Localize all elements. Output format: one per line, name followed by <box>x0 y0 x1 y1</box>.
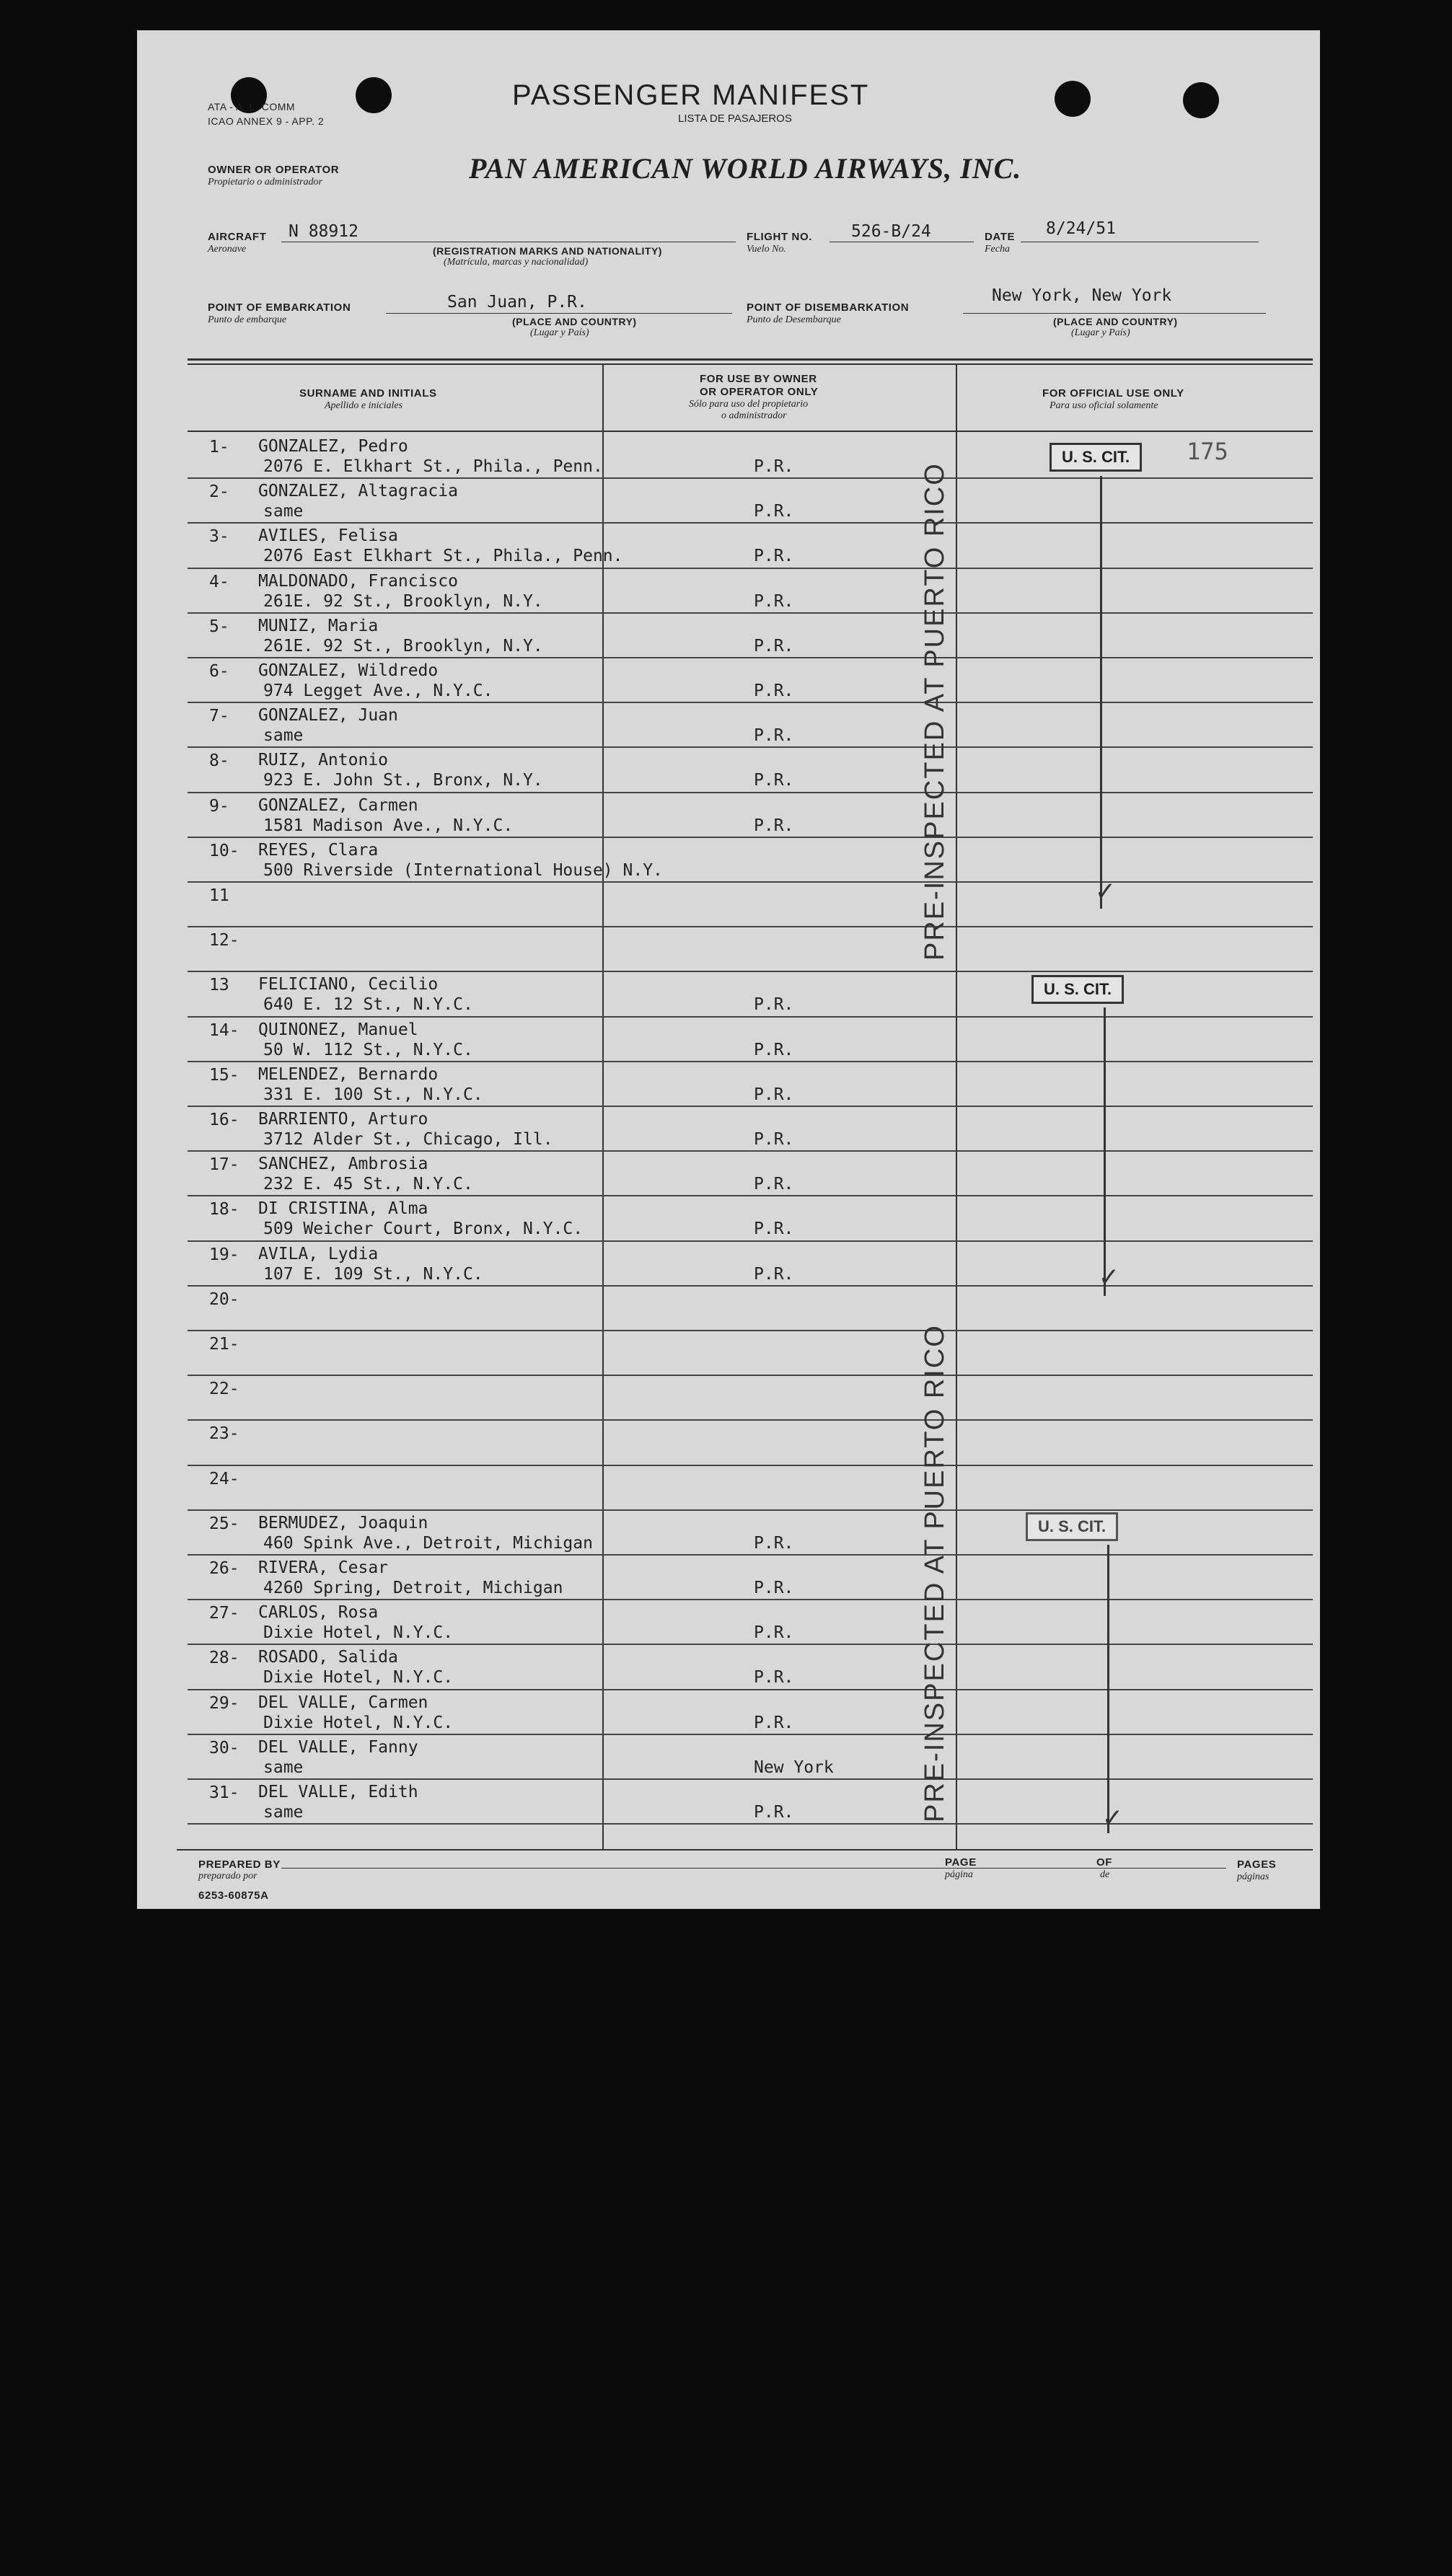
passenger-number: 26- <box>209 1559 239 1578</box>
owner-label: OWNER OR OPERATOR <box>208 164 340 176</box>
operator-code: P.R. <box>754 1175 794 1194</box>
passenger-number: 7- <box>209 707 229 726</box>
passenger-number: 20- <box>209 1289 239 1309</box>
row-divider <box>188 1150 1313 1152</box>
operator-code: P.R. <box>754 547 794 566</box>
passenger-name: GONZALEZ, Carmen <box>258 795 418 815</box>
passenger-number: 9- <box>209 796 229 816</box>
passenger-number: 21- <box>209 1335 239 1354</box>
row-divider <box>188 1554 1313 1556</box>
passenger-address: 2076 East Elkhart St., Phila., Penn. <box>263 547 623 566</box>
passenger-number: 19- <box>209 1245 239 1264</box>
passenger-number: 15- <box>209 1065 239 1085</box>
operator-code: P.R. <box>754 1040 794 1059</box>
passenger-number: 5- <box>209 617 229 636</box>
official-count: 175 <box>1187 438 1228 465</box>
passenger-name: GONZALEZ, Juan <box>258 706 398 725</box>
operator-code: P.R. <box>754 682 794 700</box>
embark-label-es: Punto de embarque <box>208 314 287 325</box>
aircraft-label-es: Aeronave <box>208 244 247 255</box>
punch-hole-icon <box>356 77 392 113</box>
passenger-name: MUNIZ, Maria <box>258 616 379 635</box>
passenger-name: MELENDEZ, Bernardo <box>258 1064 439 1084</box>
of-label-es: de <box>1100 1869 1110 1880</box>
operator-code: New York <box>754 1757 834 1777</box>
operator-code: P.R. <box>754 1623 794 1643</box>
flight-label-es: Vuelo No. <box>747 244 786 255</box>
owner-label-es: Propietario o administrador <box>208 177 322 188</box>
date-label: DATE <box>985 231 1016 243</box>
preinspected-stamp-lower: PRE-INSPECTED AT PUERTO RICO <box>920 1324 950 1822</box>
row-divider <box>188 1689 1313 1690</box>
row-divider <box>188 837 1313 838</box>
passenger-number: 10- <box>209 841 239 860</box>
row-divider <box>188 1778 1313 1780</box>
row-divider <box>188 702 1313 703</box>
passenger-number: 22- <box>209 1380 239 1399</box>
flight-label: FLIGHT NO. <box>747 231 812 243</box>
passenger-address: 640 E. 12 St., N.Y.C. <box>263 995 473 1015</box>
pages-label-es: páginas <box>1237 1871 1270 1882</box>
flight-value: 526-B/24 <box>851 222 931 241</box>
passenger-number: 17- <box>209 1155 239 1175</box>
passenger-address: 107 E. 109 St., N.Y.C. <box>263 1264 483 1284</box>
col-surname-es: Apellido e iniciales <box>325 400 403 411</box>
row-divider <box>188 1240 1313 1242</box>
passenger-name: DI CRISTINA, Alma <box>258 1199 428 1219</box>
disembark-place-note-es: (Lugar y País) <box>1071 327 1130 338</box>
operator-code: P.R. <box>754 1803 794 1822</box>
col-surname: SURNAME AND INITIALS <box>299 387 437 400</box>
row-divider <box>188 1734 1313 1735</box>
registration-note: (REGISTRATION MARKS AND NATIONALITY) <box>433 245 662 257</box>
row-divider <box>188 746 1313 748</box>
operator-code: P.R. <box>754 1579 794 1597</box>
disembark-place-note: (PLACE AND COUNTRY) <box>1053 316 1178 327</box>
passenger-name: AVILES, Felisa <box>258 526 398 546</box>
passenger-address: 261E. 92 St., Brooklyn, N.Y. <box>263 591 543 611</box>
passenger-number: 14- <box>209 1020 239 1040</box>
passenger-name: CARLOS, Rosa <box>258 1603 379 1623</box>
passenger-address: 923 E. John St., Bronx, N.Y. <box>263 771 543 790</box>
page-label: PAGE <box>945 1856 977 1869</box>
form-ref-1: ATA - A. L. COMM <box>208 101 296 113</box>
passenger-address: 3712 Alder St., Chicago, Ill. <box>263 1130 553 1149</box>
passenger-number: 1- <box>209 438 229 456</box>
row-divider <box>188 568 1313 569</box>
passenger-number: 2- <box>209 482 229 502</box>
passenger-address: same <box>263 502 304 521</box>
form-ref-2: ICAO ANNEX 9 - APP. 2 <box>208 115 325 127</box>
embark-value: San Juan, P.R. <box>447 293 587 312</box>
passenger-name: RUIZ, Antonio <box>258 751 389 770</box>
operator-code: P.R. <box>754 995 794 1015</box>
passenger-address: same <box>263 1803 304 1822</box>
row-divider <box>188 1330 1313 1331</box>
passenger-number: 6- <box>209 662 229 681</box>
pages-label: PAGES <box>1237 1858 1277 1871</box>
passenger-number: 18- <box>209 1200 239 1219</box>
passenger-address: 460 Spink Ave., Detroit, Michigan <box>263 1533 593 1553</box>
operator-code: P.R. <box>754 816 794 835</box>
operator-name: PAN AMERICAN WORLD AIRWAYS, INC. <box>469 152 1022 185</box>
us-citizen-stamp: U. S. CIT. <box>1026 1512 1118 1541</box>
passenger-number: 24- <box>209 1469 239 1488</box>
passenger-number: 25- <box>209 1514 239 1533</box>
passenger-name: BARRIENTO, Arturo <box>258 1110 428 1129</box>
passenger-number: 31- <box>209 1783 239 1802</box>
operator-code: P.R. <box>754 457 794 476</box>
passenger-number: 13 <box>209 976 229 995</box>
passenger-address: 509 Weicher Court, Bronx, N.Y.C. <box>263 1219 584 1239</box>
row-divider <box>188 1599 1313 1600</box>
operator-code: P.R. <box>754 1668 794 1688</box>
operator-code: P.R. <box>754 636 794 656</box>
disembark-label-es: Punto de Desembarque <box>747 314 841 325</box>
row-divider <box>188 1195 1313 1196</box>
passenger-name: MALDONADO, Francisco <box>258 571 458 591</box>
passenger-address: Dixie Hotel, N.Y.C. <box>263 1668 454 1688</box>
row-divider <box>188 1419 1313 1421</box>
page-subtitle: LISTA DE PASAJEROS <box>678 113 792 125</box>
row-divider <box>188 612 1313 614</box>
operator-code: P.R. <box>754 591 794 611</box>
us-citizen-stamp: U. S. CIT. <box>1050 443 1142 472</box>
operator-code: P.R. <box>754 726 794 746</box>
row-divider <box>188 1061 1313 1062</box>
passenger-name: RIVERA, Cesar <box>258 1558 389 1577</box>
prepared-by-label: PREPARED BY <box>198 1858 281 1871</box>
passenger-number: 3- <box>209 527 229 547</box>
form-number: 6253-60875A <box>198 1889 269 1902</box>
passenger-number: 30- <box>209 1738 239 1757</box>
prepared-by-label-es: preparado por <box>198 1871 258 1882</box>
row-divider <box>188 522 1313 524</box>
row-divider <box>188 1823 1313 1825</box>
passenger-name: GONZALEZ, Wildredo <box>258 661 439 680</box>
passenger-number: 4- <box>209 572 229 591</box>
row-divider <box>188 1016 1313 1018</box>
us-citizen-stamp: U. S. CIT. <box>1031 975 1124 1004</box>
passenger-name: GONZALEZ, Altagracia <box>258 482 458 501</box>
passenger-name: BERMUDEZ, Joaquin <box>258 1513 428 1532</box>
passenger-name: REYES, Clara <box>258 840 379 860</box>
passenger-address: 50 W. 112 St., N.Y.C. <box>263 1040 473 1059</box>
punch-hole-icon <box>1055 81 1091 117</box>
passenger-name: DEL VALLE, Carmen <box>258 1693 428 1712</box>
passenger-address: 1581 Madison Ave., N.Y.C. <box>263 816 514 835</box>
passenger-address: 331 E. 100 St., N.Y.C. <box>263 1085 483 1104</box>
passenger-number: 23- <box>209 1424 239 1444</box>
registration-note-es: (Matrícula, marcas y nacionalidad) <box>444 257 589 268</box>
passenger-name: AVILA, Lydia <box>258 1244 379 1263</box>
passenger-name: ROSADO, Salida <box>258 1648 398 1667</box>
passenger-name: QUINONEZ, Manuel <box>258 1020 418 1039</box>
checkmark-icon: ✓ <box>1104 1801 1122 1834</box>
operator-code: P.R. <box>754 1713 794 1732</box>
passenger-address: 261E. 92 St., Brooklyn, N.Y. <box>263 636 543 656</box>
col-owner-use-es-1: Sólo para uso del propietario <box>689 399 809 410</box>
passenger-name: GONZALEZ, Pedro <box>258 437 408 456</box>
row-divider <box>188 881 1313 883</box>
passenger-number: 8- <box>209 751 229 771</box>
passenger-number: 11 <box>209 886 229 905</box>
passenger-name: DEL VALLE, Fanny <box>258 1737 418 1757</box>
passenger-address: 500 Riverside (International House) N.Y. <box>263 860 663 880</box>
col-owner-use-1: FOR USE BY OWNER <box>700 373 817 385</box>
operator-code: P.R. <box>754 1130 794 1149</box>
passenger-number: 16- <box>209 1111 239 1129</box>
checkmark-icon: ✓ <box>1096 874 1114 907</box>
passenger-address: Dixie Hotel, N.Y.C. <box>263 1623 454 1643</box>
page-title: PASSENGER MANIFEST <box>512 79 870 111</box>
row-divider <box>188 1106 1313 1107</box>
col-official-use: FOR OFFICIAL USE ONLY <box>1042 387 1184 400</box>
punch-hole-icon <box>1183 82 1219 118</box>
passenger-name: SANCHEZ, Ambrosia <box>258 1155 428 1174</box>
passenger-number: 28- <box>209 1649 239 1668</box>
operator-code: P.R. <box>754 502 794 521</box>
row-divider <box>188 971 1313 972</box>
passenger-name: FELICIANO, Cecilio <box>258 975 439 994</box>
disembark-label: POINT OF DISEMBARKATION <box>747 301 910 314</box>
embark-place-note: (PLACE AND COUNTRY) <box>512 316 637 327</box>
operator-code: P.R. <box>754 1219 794 1239</box>
passenger-address: 974 Legget Ave., N.Y.C. <box>263 682 493 700</box>
row-divider <box>188 1644 1313 1645</box>
row-divider <box>188 477 1313 479</box>
operator-code: P.R. <box>754 1085 794 1104</box>
row-divider <box>188 1285 1313 1287</box>
operator-code: P.R. <box>754 1533 794 1553</box>
passenger-address: 232 E. 45 St., N.Y.C. <box>263 1175 473 1194</box>
passenger-name: DEL VALLE, Edith <box>258 1783 418 1801</box>
row-divider <box>188 1465 1313 1466</box>
operator-code: P.R. <box>754 1264 794 1284</box>
passenger-address: 2076 E. Elkhart St., Phila., Penn. <box>263 457 603 476</box>
checkmark-icon: ✓ <box>1100 1260 1118 1293</box>
disembark-value: New York, New York <box>992 286 1172 305</box>
page-label-es: página <box>945 1869 973 1880</box>
col-owner-use-es-2: o administrador <box>721 410 787 421</box>
row-divider <box>188 657 1313 658</box>
embark-label: POINT OF EMBARKATION <box>208 301 351 314</box>
aircraft-value: N 88912 <box>289 222 358 241</box>
preinspected-stamp-upper: PRE-INSPECTED AT PUERTO RICO <box>920 462 950 961</box>
row-divider <box>188 1509 1313 1511</box>
operator-code: P.R. <box>754 771 794 790</box>
manifest-sheet <box>137 30 1320 1909</box>
embark-place-note-es: (Lugar y País) <box>530 327 589 338</box>
col-owner-use-2: OR OPERATOR ONLY <box>700 386 819 398</box>
date-value: 8/24/51 <box>1046 219 1116 238</box>
date-label-es: Fecha <box>985 244 1010 255</box>
passenger-address: 4260 Spring, Detroit, Michigan <box>263 1579 563 1597</box>
passenger-number: 12- <box>209 931 239 950</box>
of-label: OF <box>1096 1856 1113 1869</box>
passenger-number: 29- <box>209 1693 239 1713</box>
row-divider <box>188 1375 1313 1376</box>
col-official-use-es: Para uso oficial solamente <box>1050 400 1158 411</box>
row-divider <box>188 792 1313 793</box>
passenger-address: same <box>263 1757 304 1777</box>
aircraft-label: AIRCRAFT <box>208 231 267 243</box>
row-divider <box>188 926 1313 927</box>
passenger-address: same <box>263 726 304 746</box>
passenger-address: Dixie Hotel, N.Y.C. <box>263 1713 454 1732</box>
passenger-number: 27- <box>209 1604 239 1623</box>
